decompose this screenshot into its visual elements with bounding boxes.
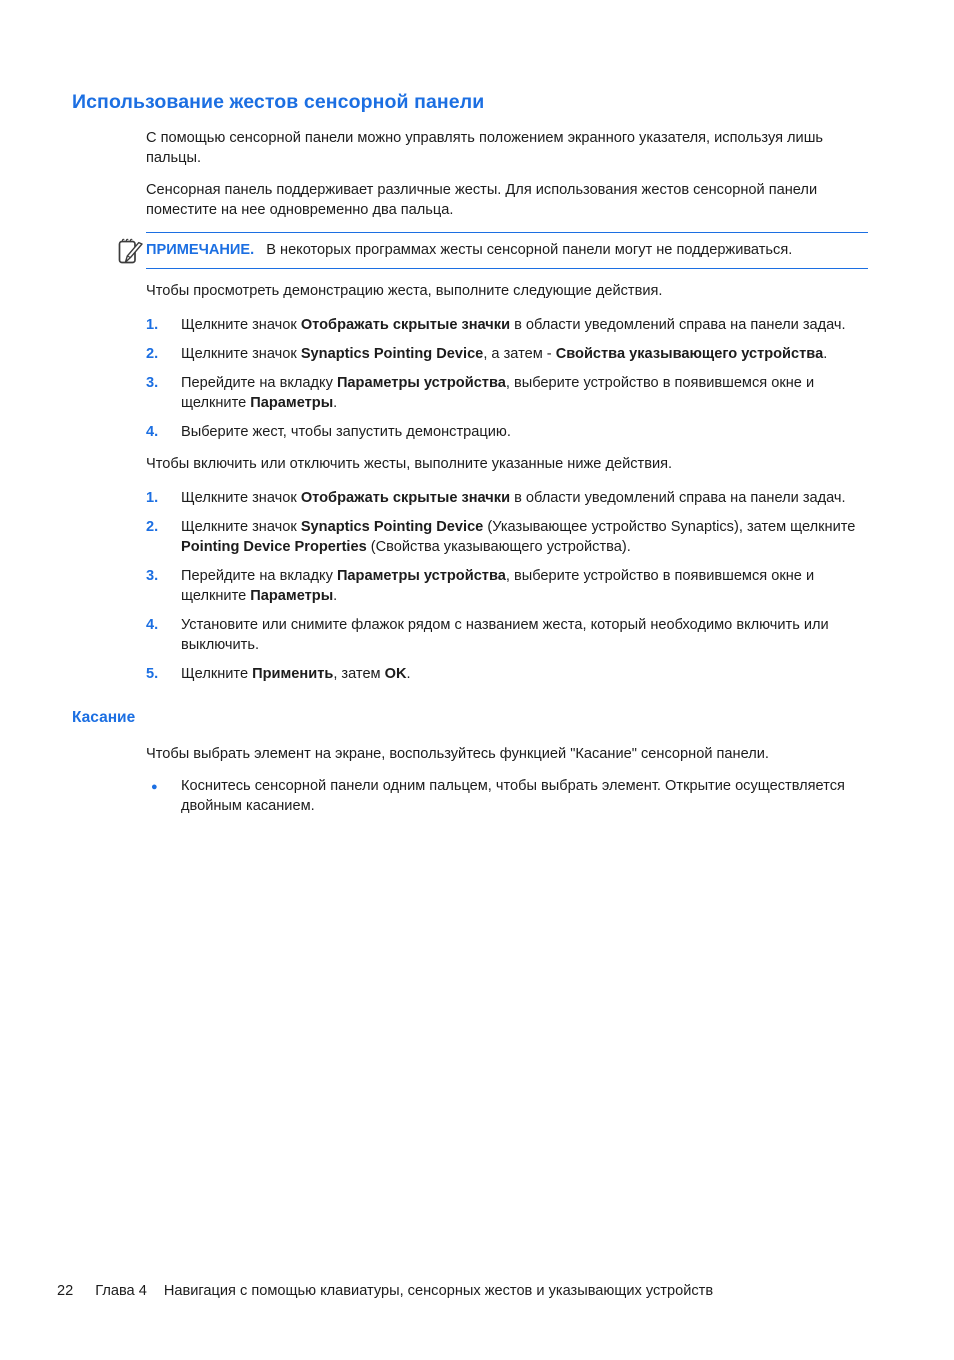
step-item — [146, 373, 868, 413]
step-item — [146, 422, 868, 442]
note-label: ПРИМЕЧАНИЕ. — [146, 242, 255, 258]
page-title: Использование жестов сенсорной панели — [72, 91, 485, 113]
step-number: 3. — [146, 375, 159, 391]
page-number: 22 — [57, 1283, 74, 1299]
step-text: Перейдите на вкладку Параметры устройства, выберите устройство в появившемся окне и щелкните Параметры. — [181, 375, 815, 411]
step-number: 4. — [146, 424, 159, 440]
list-item — [146, 776, 868, 816]
content-column — [146, 128, 868, 684]
bullet-icon: ● — [151, 781, 158, 793]
step-item — [146, 517, 868, 557]
section-heading-tap: Касание — [72, 709, 136, 726]
step-text: Щелкните значок Отображать скрытые значки в области уведомлений справа на панели задач. — [181, 317, 846, 333]
notepad-pencil-icon — [118, 237, 144, 265]
footer — [57, 1281, 713, 1301]
step-text: Установите или снимите флажок рядом с названием жеста, который необходимо включить или выключить. — [181, 617, 829, 653]
intro-paragraph: Сенсорная панель поддерживает различные жесты. Для использования жестов сенсорной панели поместите на нее одновременно два пальца. — [146, 182, 818, 218]
chapter-title: Навигация с помощью клавиатуры, сенсорных жестов и указывающих устройств — [163, 1283, 714, 1299]
step-item — [146, 344, 868, 364]
step-text: Выберите жест, чтобы запустить демонстрацию. — [181, 424, 511, 440]
step-item — [146, 315, 868, 335]
step-text: Щелкните значок Отображать скрытые значки в области уведомлений справа на панели задач. — [181, 490, 846, 506]
manual-page — [0, 90, 954, 1360]
step-item — [146, 615, 868, 655]
step-number: 1. — [146, 317, 159, 333]
intro-paragraph: С помощью сенсорной панели можно управлять положением экранного указателя, используя лишь пальцы. — [146, 130, 824, 166]
tap-section — [146, 744, 868, 816]
tap-intro: Чтобы выбрать элемент на экране, воспользуйтесь функцией "Касание" сенсорной панели. — [146, 746, 769, 762]
step-text: Щелкните значок Synaptics Pointing Device (Указывающее устройство Synaptics), затем щелкните Pointing Device Properties (Свойства указывающего устройства). — [181, 519, 856, 555]
step-number: 1. — [146, 490, 159, 506]
toggle-intro: Чтобы включить или отключить жесты, выполните указанные ниже действия. — [146, 456, 673, 472]
step-item — [146, 488, 868, 508]
step-number: 3. — [146, 568, 159, 584]
step-item — [146, 664, 868, 684]
step-number: 2. — [146, 346, 159, 362]
step-number: 2. — [146, 519, 159, 535]
step-number: 4. — [146, 617, 159, 633]
chapter-label: Глава 4 — [95, 1283, 147, 1299]
note-callout — [146, 232, 868, 269]
step-text: Перейдите на вкладку Параметры устройства, выберите устройство в появившемся окне и щелкните Параметры. — [181, 568, 815, 604]
demo-intro: Чтобы просмотреть демонстрацию жеста, выполните следующие действия. — [146, 283, 663, 299]
step-text: Щелкните Применить, затем OK. — [181, 666, 411, 682]
note-text: В некоторых программах жесты сенсорной панели могут не поддерживаться. — [266, 242, 793, 258]
step-item — [146, 566, 868, 606]
step-number: 5. — [146, 666, 159, 682]
step-text: Щелкните значок Synaptics Pointing Device, а затем - Свойства указывающего устройства. — [181, 346, 828, 362]
bullet-text: Коснитесь сенсорной панели одним пальцем, чтобы выбрать элемент. Открытие осуществляется двойным касанием. — [181, 778, 845, 814]
